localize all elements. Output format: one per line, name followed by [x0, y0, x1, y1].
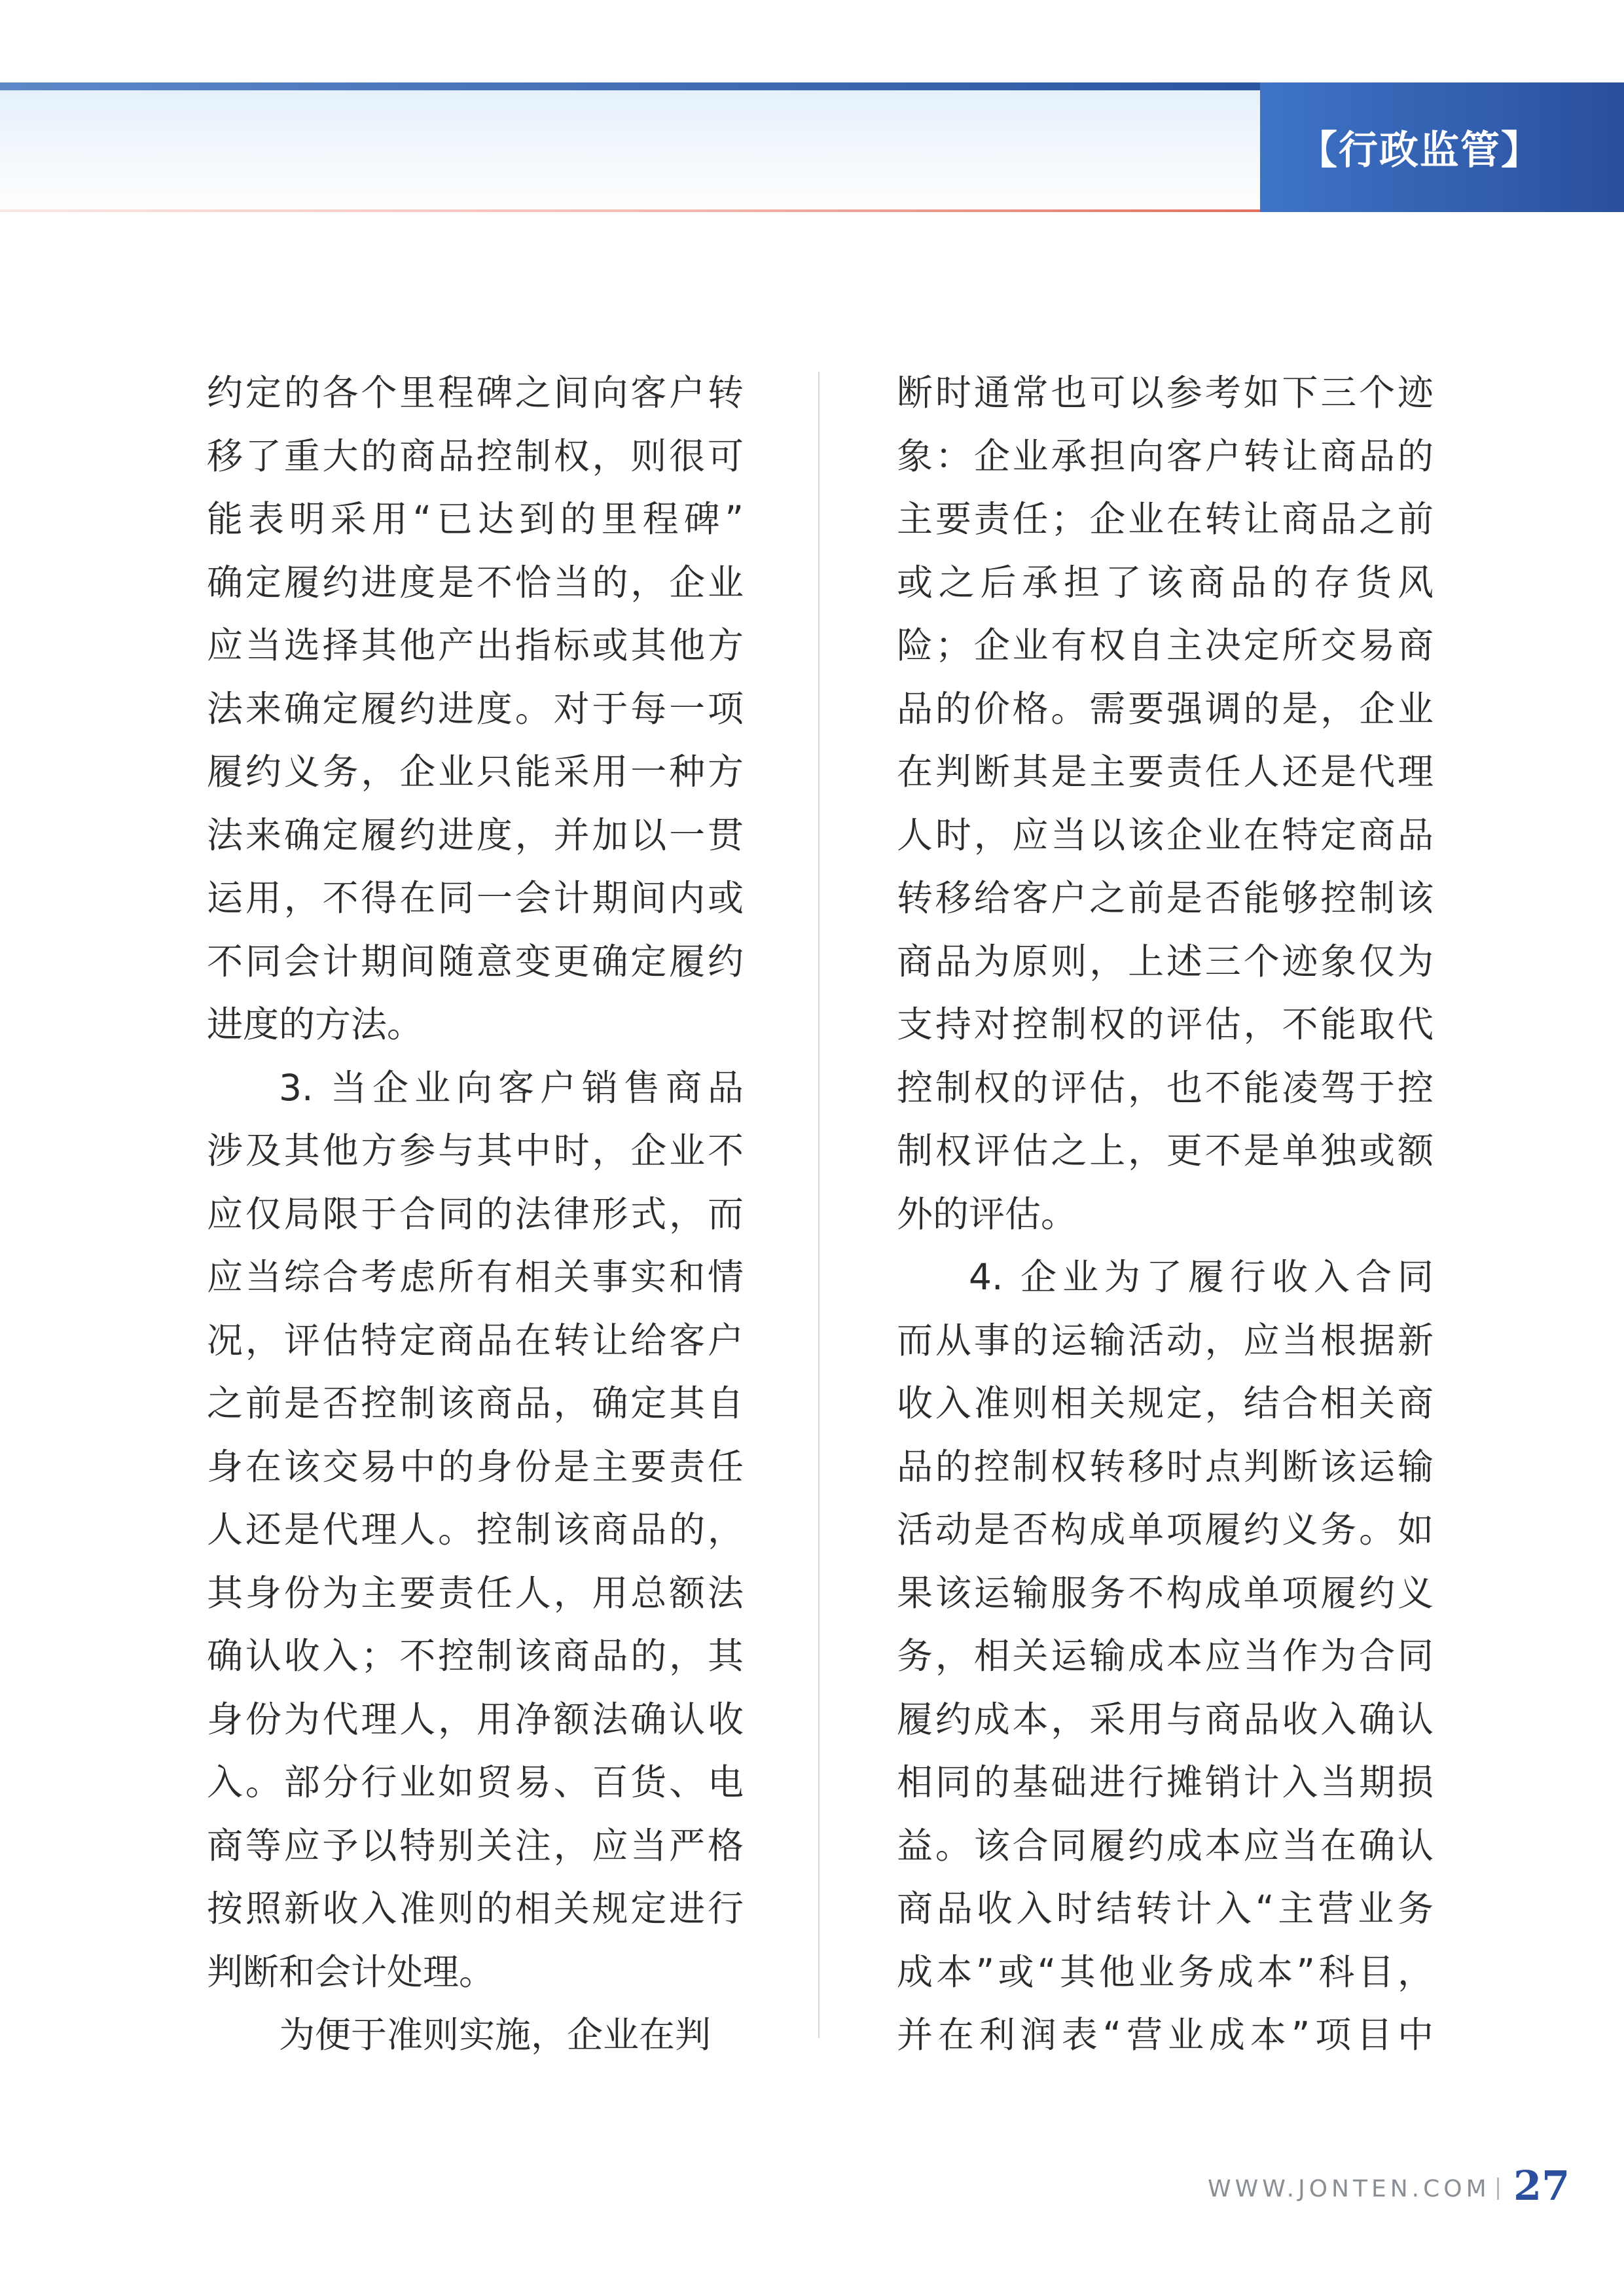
text-line: 运用，不得在同一会计期间内或: [207, 877, 744, 919]
section-label: 【行政监管】: [1298, 128, 1542, 173]
text-line: 法来确定履约进度，并加以一贯: [207, 814, 744, 856]
text-line: 为便于准则实施，企业在判: [279, 2014, 712, 2056]
text-line: 并在利润表“营业成本”项目中: [897, 2014, 1434, 2056]
text-line: 果该运输服务不构成单项履约义: [897, 1571, 1434, 1614]
text-line: 应当选择其他产出指标或其他方: [207, 624, 744, 666]
text-line: 确定履约进度是不恰当的，企业: [207, 561, 744, 603]
text-line: 收入准则相关规定，结合相关商: [897, 1382, 1434, 1424]
text-line: 断时通常也可以参考如下三个迹: [897, 372, 1434, 414]
text-line: 况，评估特定商品在转让给客户: [207, 1319, 744, 1361]
text-line: 履约义务，企业只能采用一种方: [207, 751, 744, 793]
footer-website: WWW.JONTEN.COM: [1208, 2176, 1490, 2202]
text-line: 或之后承担了该商品的存货风: [897, 561, 1434, 603]
text-line: 险；企业有权自主决定所交易商: [897, 624, 1434, 666]
text-line: 之前是否控制该商品，确定其自: [207, 1382, 744, 1424]
text-line: 履约成本，采用与商品收入确认: [897, 1698, 1434, 1740]
text-line: 人还是代理人。控制该商品的，: [207, 1509, 744, 1551]
text-line: 制权评估之上，更不是单独或额: [897, 1130, 1434, 1172]
text-line: 相同的基础进行摊销计入当期损: [897, 1761, 1434, 1803]
text-line: 移了重大的商品控制权，则很可: [207, 435, 744, 477]
text-line: 商品为原则，上述三个迹象仅为: [897, 940, 1434, 982]
page-number: 27: [1513, 2162, 1570, 2210]
text-line: 身在该交易中的身份是主要责任: [207, 1445, 744, 1488]
text-line: 法来确定履约进度。对于每一项: [207, 687, 744, 730]
column-divider: [818, 372, 820, 2038]
right-text-column: [897, 361, 1434, 2067]
text-line: 品的价格。需要强调的是，企业: [897, 687, 1434, 730]
text-line: 进度的方法。: [207, 1003, 424, 1045]
text-line: 确认收入；不控制该商品的，其: [207, 1635, 744, 1677]
text-line: 能表明采用“已达到的里程碑”: [207, 498, 744, 540]
header-accent-line: [0, 209, 1260, 212]
text-line: 约定的各个里程碑之间向客户转: [207, 372, 744, 414]
left-text-column: [207, 361, 744, 2067]
header-top-rule: [0, 82, 1260, 90]
text-line: 4. 企业为了履行收入合同: [969, 1256, 1434, 1298]
footer-separator: [1497, 2178, 1499, 2200]
text-line: 益。该合同履约成本应当在确认: [897, 1824, 1434, 1867]
text-line: 务，相关运输成本应当作为合同: [897, 1635, 1434, 1677]
text-line: 入。部分行业如贸易、百货、电: [207, 1761, 744, 1803]
text-line: 而从事的运输活动，应当根据新: [897, 1319, 1434, 1361]
text-line: 商品收入时结转计入“主营业务: [897, 1888, 1434, 1929]
text-line: 品的控制权转移时点判断该运输: [897, 1445, 1434, 1488]
text-line: 在判断其是主要责任人还是代理: [897, 751, 1434, 793]
text-line: 不同会计期间随意变更确定履约: [207, 940, 744, 982]
text-line: 转移给客户之前是否能够控制该: [897, 877, 1434, 919]
text-line: 判断和会计处理。: [207, 1950, 496, 1993]
header-band: [0, 82, 1624, 213]
section-tab: [1260, 82, 1624, 212]
text-line: 支持对控制权的评估，不能取代: [897, 1003, 1434, 1045]
text-line: 身份为代理人，用净额法确认收: [207, 1698, 744, 1740]
text-line: 人时，应当以该企业在特定商品: [897, 814, 1434, 856]
text-line: 象：企业承担向客户转让商品的: [897, 435, 1434, 477]
text-line: 3. 当企业向客户销售商品: [279, 1066, 744, 1109]
text-line: 应仅局限于合同的法律形式，而: [207, 1193, 744, 1235]
text-line: 其身份为主要责任人，用总额法: [207, 1571, 744, 1614]
text-line: 涉及其他方参与其中时，企业不: [207, 1130, 744, 1172]
text-line: 按照新收入准则的相关规定进行: [207, 1888, 744, 1929]
text-line: 控制权的评估，也不能凌驾于控: [897, 1066, 1434, 1109]
text-line: 活动是否构成单项履约义务。如: [897, 1509, 1434, 1551]
text-line: 商等应予以特别关注，应当严格: [207, 1824, 744, 1867]
text-line: 应当综合考虑所有相关事实和情: [207, 1256, 744, 1298]
text-line: 外的评估。: [897, 1193, 1077, 1235]
text-line: 成本”或“其他业务成本”科目，: [897, 1950, 1434, 1993]
header-gradient-fill: [0, 90, 1260, 213]
text-line: 主要责任；企业在转让商品之前: [897, 498, 1434, 540]
